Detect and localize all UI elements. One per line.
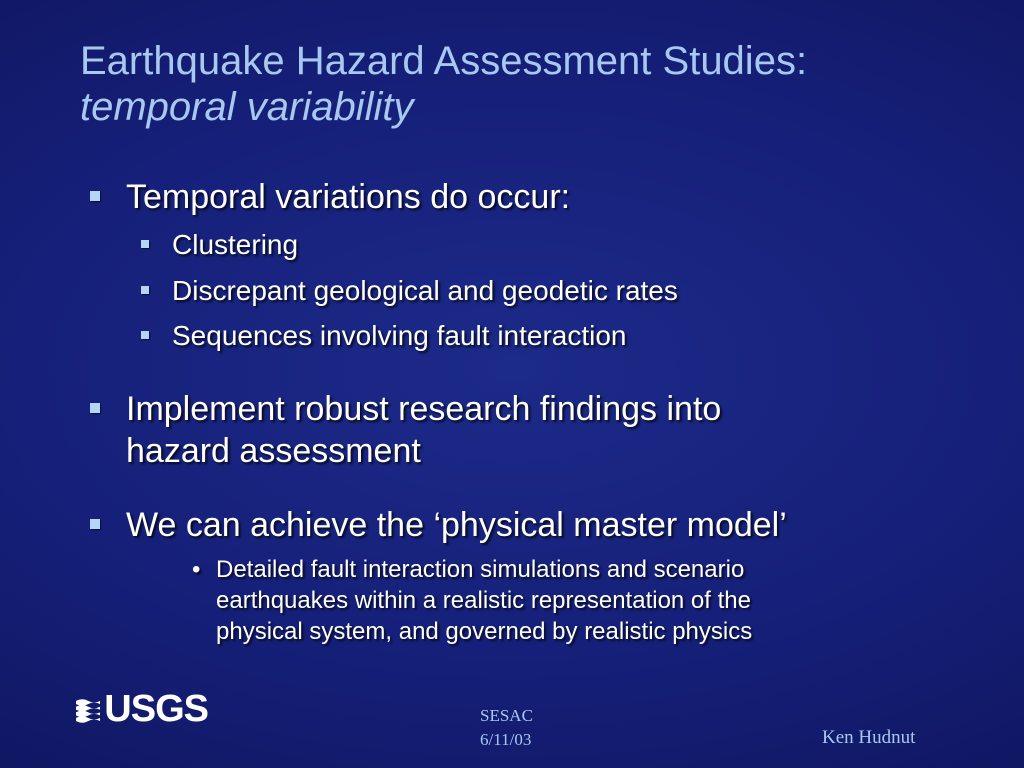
slide-title-main: Earthquake Hazard Assessment Studies: — [80, 39, 808, 83]
footer-event: SESAC — [480, 706, 533, 725]
sub-bullet-simulations-line2: earthquakes within a realistic representation of the — [216, 587, 751, 614]
sub-bullet-simulations-line3: physical system, and governed by realistic physics — [216, 618, 753, 645]
bullet-temporal-variations: Temporal variations do occur: — [126, 178, 571, 216]
footer-date: 6/11/03 — [480, 730, 532, 749]
usgs-wave-icon — [76, 693, 100, 725]
usgs-logo-text: USGS — [104, 688, 208, 730]
slide-title-subtitle: temporal variability — [80, 85, 414, 129]
bullet-implement-findings-line1: Implement robust research findings into — [126, 390, 722, 428]
square-bullet-icon — [90, 519, 100, 529]
square-bullet-icon — [90, 191, 100, 201]
sub-bullet-discrepant-rates: Discrepant geological and geodetic rates — [172, 275, 678, 306]
footer-event-info — [480, 704, 533, 752]
bullet-implement-findings-line2: hazard assessment — [126, 432, 421, 470]
footer-author: Ken Hudnut — [822, 727, 916, 748]
sub-bullet-fault-interaction: Sequences involving fault interaction — [172, 320, 627, 351]
sub-bullet-clustering: Clustering — [172, 229, 299, 260]
square-bullet-icon — [141, 240, 149, 248]
square-bullet-icon — [141, 331, 149, 339]
dot-bullet-icon: • — [192, 556, 201, 583]
square-bullet-icon — [90, 403, 100, 413]
usgs-logo — [76, 690, 208, 728]
bullet-physical-master-model: We can achieve the ‘physical master model’ — [126, 506, 787, 544]
square-bullet-icon — [141, 286, 149, 294]
sub-bullet-simulations-line1: Detailed fault interaction simulations and scenario — [216, 556, 745, 583]
